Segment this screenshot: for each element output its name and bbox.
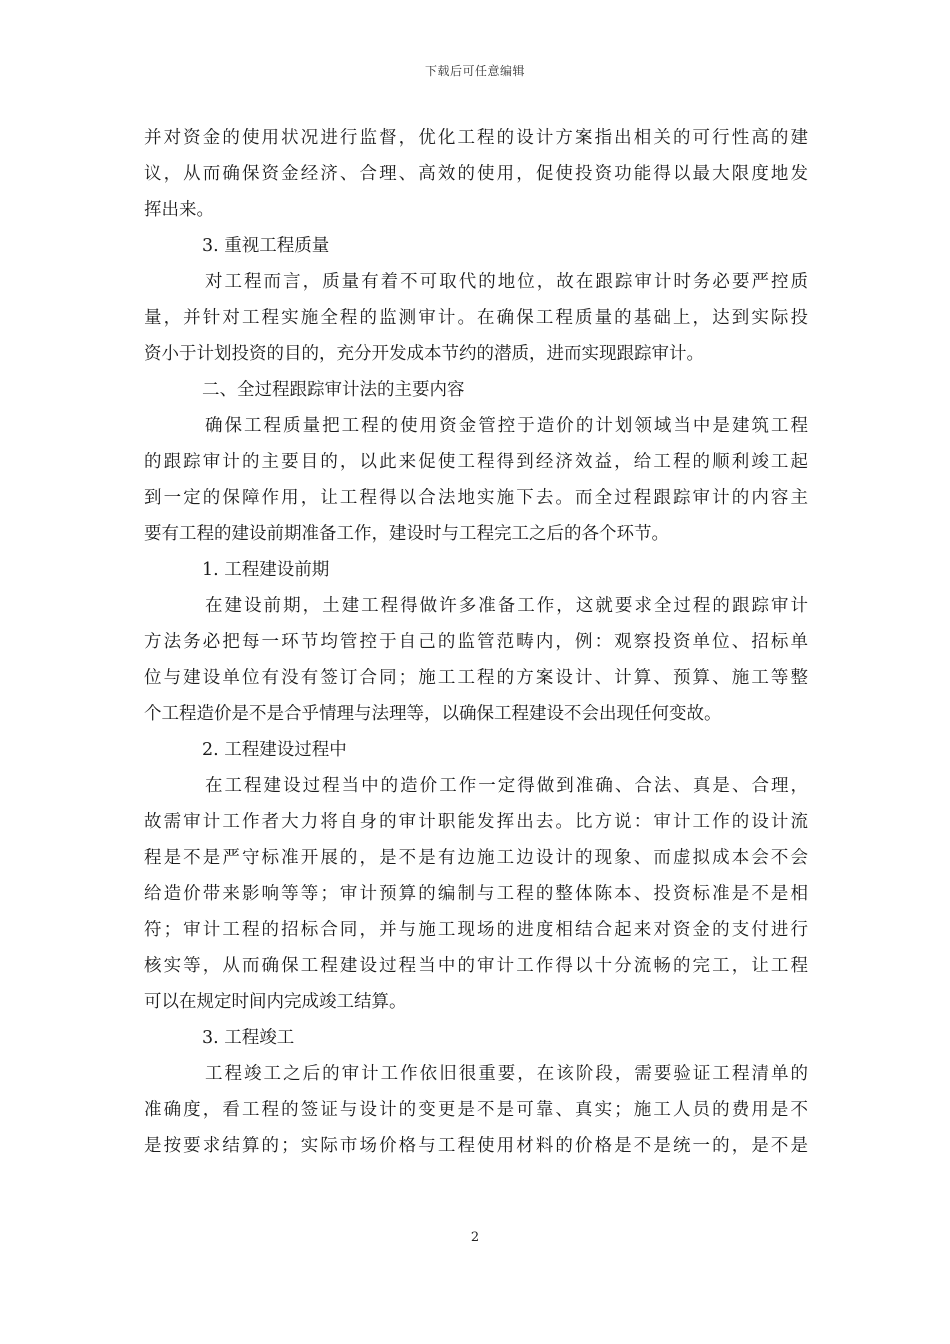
section-heading: 1. 工程建设前期 [202, 560, 330, 580]
page-header: 下载后可任意编辑 [424, 64, 525, 78]
text-line: 并对资金的使用状况进行监督，优化工程的设计方案指出相关的可行性高的建 [144, 128, 808, 148]
text-line: 给造价带来影响等等；审计预算的编制与工程的整体陈本、投资标准是不是相 [144, 884, 808, 904]
text-line: 程是不是严守标准开展的，是不是有边施工边设计的现象、而虚拟成本会不会 [144, 848, 808, 868]
text-line: 量，并针对工程实施全程的监测审计。在确保工程质量的基础上，达到实际投 [144, 308, 808, 328]
section-heading: 3. 重视工程质量 [202, 236, 330, 256]
text-line: 对工程而言，质量有着不可取代的地位，故在跟踪审计时务必要严控质 [205, 272, 808, 292]
document-body [144, 120, 808, 1164]
section-heading: 2. 工程建设过程中 [202, 740, 347, 760]
text-line: 准确度，看工程的签证与设计的变更是不是可靠、真实；施工人员的费用是不 [144, 1100, 808, 1120]
text-line: 核实等，从而确保工程建设过程当中的审计工作得以十分流畅的完工，让工程 [144, 956, 808, 976]
text-line: 工程竣工之后的审计工作依旧很重要，在该阶段，需要验证工程清单的 [205, 1064, 808, 1084]
text-line: 资小于计划投资的目的，充分开发成本节约的潜质，进而实现跟踪审计。 [144, 344, 704, 364]
section-heading: 3. 工程竣工 [202, 1028, 295, 1048]
text-line: 可以在规定时间内完成竣工结算。 [144, 992, 407, 1012]
text-line: 挥出来。 [144, 200, 214, 220]
text-line: 到一定的保障作用，让工程得以合法地实施下去。而全过程跟踪审计的内容主 [144, 488, 808, 508]
section-heading: 二、全过程跟踪审计法的主要内容 [202, 380, 465, 400]
text-line: 方法务必把每一环节均管控于自己的监管范畴内，例：观察投资单位、招标单 [144, 632, 808, 652]
text-line: 的跟踪审计的主要目的，以此来促使工程得到经济效益，给工程的顺利竣工起 [144, 452, 808, 472]
text-line: 确保工程质量把工程的使用资金管控于造价的计划领域当中是建筑工程 [205, 416, 808, 436]
text-line: 议，从而确保资金经济、合理、高效的使用，促使投资功能得以最大限度地发 [144, 164, 808, 184]
text-line: 符；审计工程的招标合同，并与施工现场的进度相结合起来对资金的支付进行 [144, 920, 808, 940]
text-line: 在工程建设过程当中的造价工作一定得做到准确、合法、真是、合理， [205, 776, 808, 796]
text-line: 位与建设单位有没有签订合同；施工工程的方案设计、计算、预算、施工等整 [144, 668, 808, 688]
page-number: 2 [470, 1230, 480, 1245]
text-line: 故需审计工作者大力将自身的审计职能发挥出去。比方说：审计工作的设计流 [144, 812, 808, 832]
text-line: 是按要求结算的；实际市场价格与工程使用材料的价格是不是统一的，是不是 [144, 1136, 808, 1156]
text-line: 在建设前期，土建工程得做许多准备工作，这就要求全过程的跟踪审计 [205, 596, 808, 616]
text-line: 要有工程的建设前期准备工作，建设时与工程完工之后的各个环节。 [144, 524, 669, 544]
text-line: 个工程造价是不是合乎情理与法理等，以确保工程建设不会出现任何变故。 [144, 704, 722, 724]
